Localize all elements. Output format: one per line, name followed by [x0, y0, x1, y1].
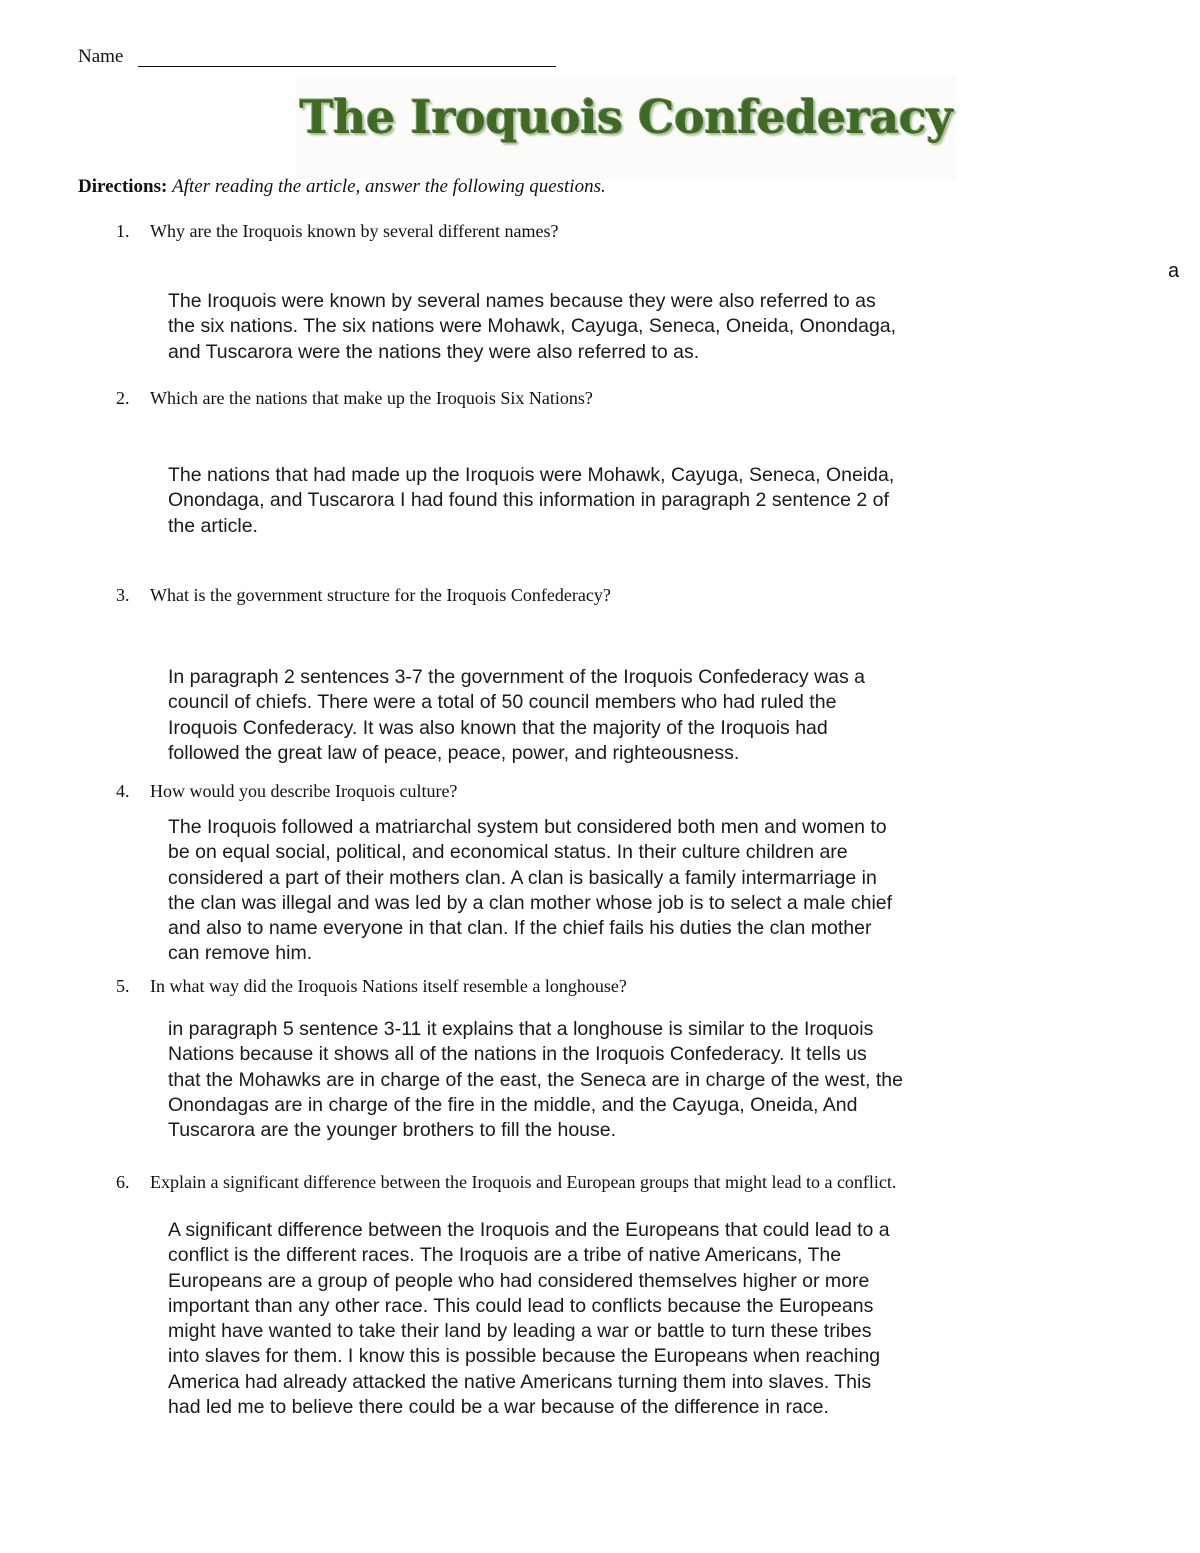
answer-line: in paragraph 5 sentence 3-11 it explains that a longhouse is similar to the Iroquois	[168, 1018, 874, 1040]
question-3	[116, 585, 611, 606]
answer-line: might have wanted to take their land by leading a war or battle to turn these tribes	[168, 1320, 872, 1343]
question-text: Why are the Iroquois known by several different names?	[150, 221, 559, 241]
stray-letter: a	[1168, 260, 1180, 282]
title-banner	[296, 76, 956, 180]
question-number: 3.	[116, 585, 130, 605]
question-1	[116, 221, 559, 242]
question-number: 4.	[116, 781, 130, 801]
answer-line: and Tuscarora were the nations they were also referred to as.	[168, 340, 700, 363]
answer-line: and also to name everyone in that clan. If the chief fails his duties the clan mother	[168, 917, 872, 940]
answer-line: In paragraph 2 sentences 3-7 the government of the Iroquois Confederacy was a	[168, 666, 866, 688]
question-number: 2.	[116, 388, 130, 408]
question-number: 1.	[116, 221, 130, 241]
question-text: Explain a significant difference between the Iroquois and European groups that might lead to a conflict.	[150, 1172, 897, 1192]
page-title: The Iroquois Confederacy	[299, 90, 953, 144]
answer-1	[168, 289, 998, 365]
answer-line: Nations because it shows all of the nations in the Iroquois Confederacy. It tells us	[168, 1043, 867, 1066]
directions-label: Directions:	[78, 176, 168, 197]
answer-line: conflict is the different races. The Iroquois are a tribe of native Americans, The	[168, 1244, 842, 1267]
directions	[78, 176, 606, 198]
answer-line: that the Mohawks are in charge of the east, the Seneca are in charge of the west, the	[168, 1068, 903, 1091]
answer-line: had led me to believe there could be a war because of the difference in race.	[168, 1396, 829, 1419]
answer-line: council of chiefs. There were a total of 50 council members who had ruled the	[168, 691, 837, 714]
answer-line: Onondagas are in charge of the fire in the middle, and the Cayuga, Oneida, And	[168, 1093, 858, 1116]
answer-line: important than any other race. This could lead to conflicts because the Europeans	[168, 1294, 874, 1317]
answer-line: Tuscarora are the younger brothers to fill the house.	[168, 1119, 617, 1142]
answer-line: followed the great law of peace, peace, power, and righteousness.	[168, 741, 740, 764]
question-6	[116, 1172, 896, 1193]
answer-line: America had already attacked the native Americans turning them into slaves. This	[168, 1370, 872, 1393]
question-4	[116, 781, 457, 802]
answer-line: considered a part of their mothers clan. A clan is basically a family intermarriage in	[168, 866, 877, 889]
question-number: 6.	[116, 1172, 130, 1192]
answer-3	[168, 665, 998, 766]
directions-text: After reading the article, answer the following questions.	[172, 176, 606, 197]
question-number: 5.	[116, 976, 130, 996]
question-text: How would you describe Iroquois culture?	[150, 781, 458, 801]
answer-line: Iroquois Confederacy. It was also known that the majority of the Iroquois had	[168, 716, 828, 739]
answer-line: Onondaga, and Tuscarora I had found this information in paragraph 2 sentence 2 of	[168, 489, 889, 512]
answer-line: the clan was illegal and was led by a clan mother whose job is to select a male chief	[168, 891, 893, 914]
answer-line: Europeans are a group of people who had considered themselves higher or more	[168, 1269, 870, 1292]
answer-line: the article.	[168, 514, 258, 537]
answer-line: The nations that had made up the Iroquois were Mohawk, Cayuga, Seneca, Oneida,	[168, 464, 895, 486]
question-5	[116, 976, 627, 997]
answer-4	[168, 815, 998, 967]
answer-line: The Iroquois followed a matriarchal system but considered both men and women to	[168, 816, 887, 838]
answer-line: The Iroquois were known by several names because they were also referred to as	[168, 290, 876, 312]
name-label: Name	[78, 46, 124, 67]
question-text: Which are the nations that make up the Iroquois Six Nations?	[150, 388, 593, 408]
answer-line: A significant difference between the Iroquois and the Europeans that could lead to a	[168, 1219, 890, 1241]
answer-6	[168, 1218, 998, 1420]
answer-line: into slaves for them. I know this is possible because the Europeans when reaching	[168, 1345, 881, 1368]
answer-2	[168, 463, 998, 539]
question-text: In what way did the Iroquois Nations itself resemble a longhouse?	[150, 976, 627, 996]
answer-line: be on equal social, political, and economical status. In their culture children are	[168, 841, 848, 864]
name-blank-line	[138, 66, 556, 67]
answer-5	[168, 1017, 998, 1143]
question-2	[116, 388, 593, 409]
answer-line: the six nations. The six nations were Mohawk, Cayuga, Seneca, Oneida, Onondaga,	[168, 315, 897, 338]
question-text: What is the government structure for the Iroquois Confederacy?	[150, 585, 611, 605]
answer-line: can remove him.	[168, 942, 313, 965]
